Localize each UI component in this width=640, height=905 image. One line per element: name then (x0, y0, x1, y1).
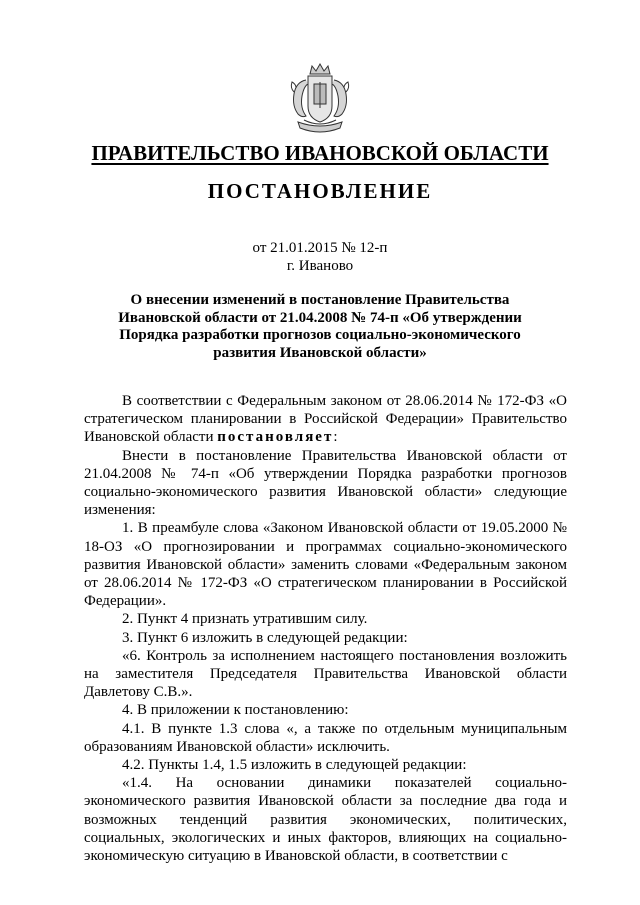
body-paragraph: 2. Пункт 4 признать утратившим силу. (122, 611, 368, 628)
subject-line: развития Ивановской области» (213, 344, 427, 361)
body-paragraph: «6. Контроль за исполнением настоящего постановления возложить на заместителя Председателя Правительства Ивановской области Давлетову С.В.». (84, 647, 567, 701)
paragraph-text: : (333, 429, 338, 446)
subject-line: Порядка разработки прогнозов социально-экономического (119, 327, 521, 343)
body-paragraph: 4. В приложении к постановлению: (122, 702, 349, 719)
body-paragraph: Внести в постановление Правительства Ивановской области от 21.04.2008 № 74-п «Об утверждении Порядка разработки прогнозов социально-экономического развития Ивановской области» следующие изменения: (84, 447, 567, 519)
document-subject (100, 292, 540, 362)
body-paragraph: 4.1. В пункте 1.3 слова «, а также по отдельным муниципальным образованиям Ивановской области» исключить. (84, 720, 567, 755)
decision-keyword: постановляет (217, 429, 334, 446)
document-date-number: от 21.01.2015 № 12-п (252, 240, 388, 256)
body-paragraph: 3. Пункт 6 изложить в следующей редакции: (122, 629, 408, 646)
body-paragraph: «1.4. На основании динамики показателей социально-экономического развития Ивановской области за последние два года и возможных тенденций развития экономических, политических, социальных, экологических и иных факторов, влияющих на социально-экономическую ситуацию в Ивановской области, в соответствии с (84, 775, 567, 865)
organization-title: ПРАВИТЕЛЬСТВО ИВАНОВСКОЙ ОБЛАСТИ (91, 141, 549, 165)
document-body (84, 392, 567, 865)
paragraph-text: В соответствии с Федеральным законом от 28.06.2014 № 172-ФЗ «О стратегическом планировании в Российской Федерации» Правительство Ивановской области (84, 393, 567, 446)
body-paragraph (84, 392, 567, 447)
document-type: ПОСТАНОВЛЕНИЕ (207, 179, 433, 203)
subject-line: О внесении изменений в постановление Правительства (130, 292, 510, 308)
document-city: г. Иваново (286, 258, 354, 274)
coat-of-arms-icon (288, 62, 352, 138)
body-paragraph: 1. В преамбуле слова «Законом Ивановской области от 19.05.2000 № 18-ОЗ «О прогнозировании и программах социально-экономического развития Ивановской области» заменить словами «Федеральным законом от 28.06.2014 № 172-ФЗ «О стратегическом планировании в Российской Федерации». (84, 520, 567, 610)
subject-line: Ивановской области от 21.04.2008 № 74-п «Об утверждении (118, 309, 522, 326)
body-paragraph: 4.2. Пункты 1.4, 1.5 изложить в следующей редакции: (122, 757, 467, 774)
